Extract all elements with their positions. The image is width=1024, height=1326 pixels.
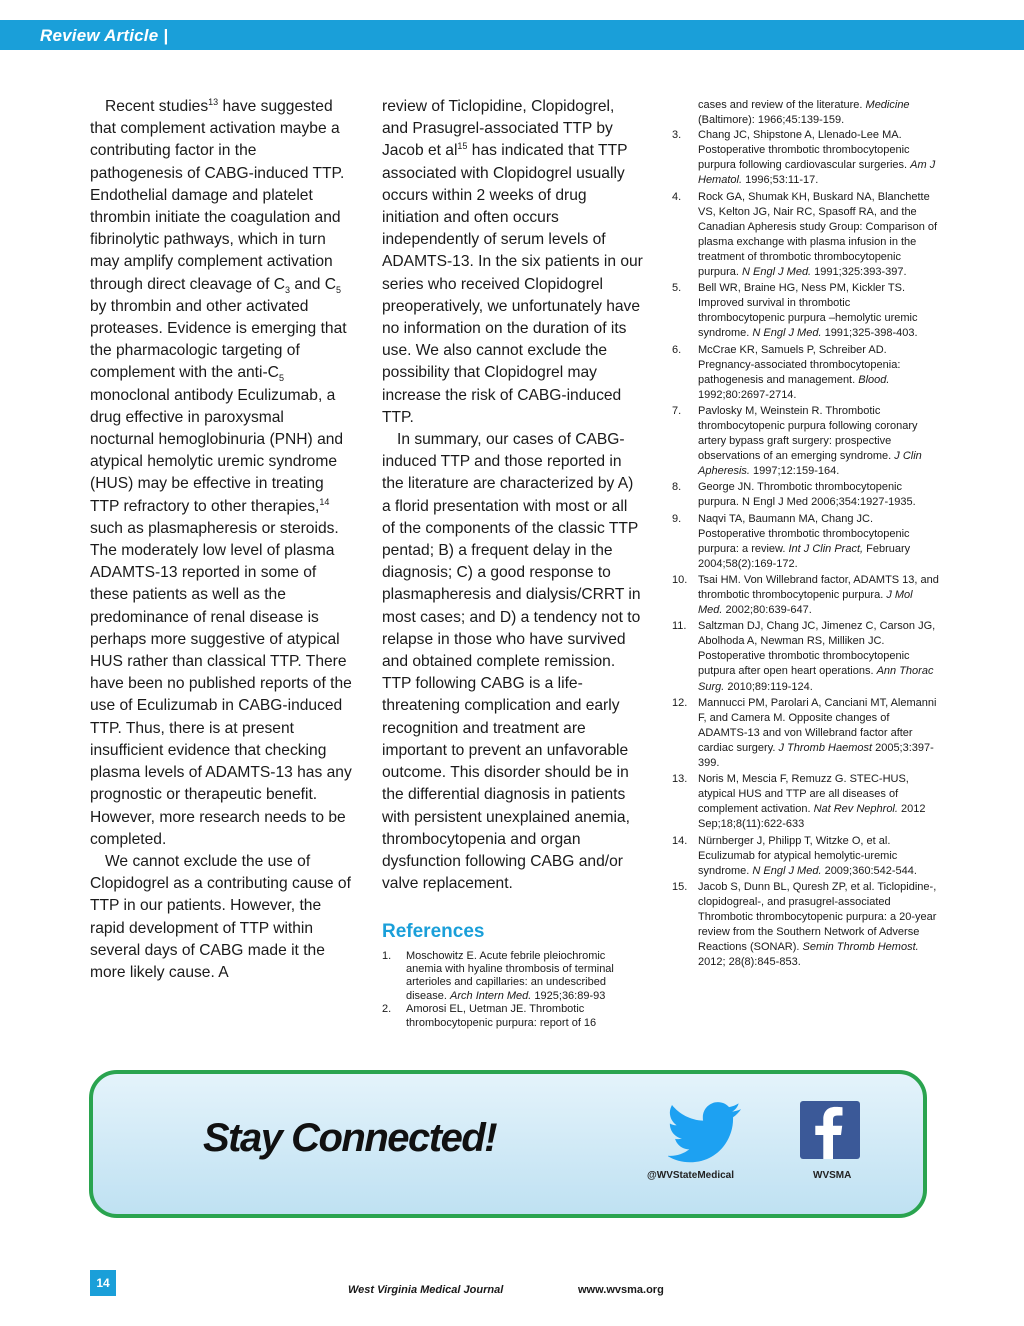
journal-name: West Virginia Medical Journal [348,1284,504,1296]
references-list [382,950,644,1030]
reference-item: 15. Jacob S, Dunn BL, Quresh ZP, et al. Ticlopidine-, clopidogreal-, and prasugrel-associated Thrombotic thrombocytopenic purpura: a 20-year review from the Southern Network of Adverse Reactions (SONAR). Semin Thromb Hemost. 2012; 28(8):845-853. [672,880,937,969]
references-heading: References [382,921,485,943]
reference-item: 8. George JN. Thrombotic thrombocytopenic purpura. N Engl J Med 2006;354:1927-1935. [672,481,916,509]
article-column-1 [90,96,352,984]
paragraph: We cannot exclude the use of Clopidogrel as a contributing cause of TTP in our patients. However, the rapid development of TTP within several days of CABG made it the more likely cause. A [90,852,351,981]
reference-item: 1. Moschowitz E. Acute febrile pleiochromic anemia with hyaline thrombosis of terminal arterioles and capillaries: an undescribed disease. Arch Intern Med. 1925;36:89-93 [382,949,614,1002]
reference-item: 3. Chang JC, Shipstone A, Llenado-Lee MA. Postoperative thrombotic thrombocytopenic purpura following cardiovascular surgeries. Am J Hematol. 1996;53:11-17. [672,129,936,187]
reference-item: 5. Bell WR, Braine HG, Ness PM, Kickler TS. Improved survival in thrombotic thrombocytopenic purpura –hemolytic uremic syndrome. N Engl J Med. 1991;325-398-403. [672,282,918,340]
reference-item: 2. Amorosi EL, Uetman JE. Thrombotic thrombocytopenic purpura: report of 16 [382,1003,597,1029]
facebook-handle[interactable]: WVSMA [813,1170,852,1181]
page-number: 14 [90,1270,116,1296]
website-link[interactable]: www.wvsma.org [578,1284,664,1296]
reference-item: 6. McCrae KR, Samuels P, Schreiber AD. Pregnancy-associated thrombocytopenia: pathogenesis and management. Blood. 1992;80:2697-2714. [672,343,901,401]
reference-item: 7. Pavlosky M, Weinstein R. Thrombotic thrombocytopenic purpura following coronary artery bypass graft surgery: prospective observations of an emerging syndrome. J Clin Apheresis. 1997;12:159-164. [672,404,922,478]
facebook-icon[interactable] [800,1101,860,1159]
reference-item: 14. Nürnberger J, Philipp T, Witzke O, et al. Eculizumab for atypical hemolytic-uremic syndrome. N Engl J Med. 2009;360:542-544. [672,834,917,877]
references-list [672,128,940,970]
article-column-2 [382,96,644,1030]
reference-item: 9. Naqvi TA, Baumann MA, Chang JC. Postoperative thrombotic thrombocytopenic purpura: a review. Int J Clin Pract, February 2004;58(2):169-172. [672,512,911,570]
paragraph: In summary, our cases of CABG-induced TTP and those reported in the literature are characterized by A) a florid presentation with most or all of the components of the classic TTP pentad; B) a frequent delay in the diagnosis; C) a good response to plasmapheresis and dialysis/CRRT in most cases; and D) a tendency not to relapse in those who have survived and obtained complete remission. TTP following CABG is a life-threatening complication and early recognition and treatment are important to prevent an unfavorable outcome. This disorder should be in the differential diagnosis in patients with persistent unexplained anemia, thrombocytopenia and organ dysfunction following CABG and/or valve replacement. [382,431,641,893]
paragraph: Recent studies$^{13}$ have suggested that complement activation maybe a contributing factor in the pathogenesis of CABG-induced TTP. Endothelial damage and platelet thrombin initiate the coagulation and fibrinolytic pathways, which in turn may amplify complement activation through direct cleavage of $C_3$ and $C_5$ by thrombin and other activated proteases. Evidence is emerging that the pharmacologic targeting of complement with the anti-$C_5$ monoclonal antibody Eculizumab, a drug effective in paroxysmal nocturnal hemoglobinuria (PNH) and atypical hemolytic uremic syndrome (HUS) may be effective in treating TTP refractory to other therapies,$^{14}$ such as plasmapheresis or steroids. The moderately low level of plasma ADAMTS-13 reported in some of these patients as well as the predominance of renal disease is perhaps more suggestive of atypical HUS rather than classical TTP. There have been no published reports of the use of Eculizumab in CABG-induced TTP. Thus, there is at present insufficient evidence that checking plasma levels of ADAMTS-13 has any prognostic or therapeutic benefit. However, more research needs to be completed. [90,96,352,848]
reference-item: 10. Tsai HM. Von Willebrand factor, ADAMTS 13, and thrombotic thrombocytopenic purpura. J Mol Med. 2002;80:639-647. [672,573,939,617]
reference-item: 4. Rock GA, Shumak KH, Buskard NA, Blanchette VS, Kelton JG, Nair RC, Spasoff RA, and the Canadian Apheresis study Group: Comparison of plasma exchange with plasma infusion in the treatment of thrombotic thrombocytopenic purpura. N Engl J Med. 1991;325:393-397. [672,190,938,279]
section-header-bar [0,20,1024,50]
reference-item: 11. Saltzman DJ, Chang JC, Jimenez C, Carson JG, Abolhoda A, Newman RS, Milliken JC. Postoperative thrombotic thrombocytopenic putpura after open heart operations. Ann Thorac Surg. 2010;89:119-124. [672,620,936,693]
twitter-handle[interactable]: @WVStateMedical [647,1170,734,1181]
reference-item: 13. Noris M, Mescia F, Remuzz G. STEC-HUS, atypical HUS and TTP are all diseases of complement activation. Nat Rev Nephrol. 2012 Sep;18;8(11):622-633 [672,773,926,831]
paragraph: review of Ticlopidine, Clopidogrel, and Prasugrel-associated TTP by Jacob et $al^{15}$ has indicated that TTP associated with Clopidogrel usually occurs within 2 weeks of drug initiation and often occurs independently of serum levels of ADAMTS-13. In the six patients in our series who received Clopidogrel preoperatively, we unfortunately have no information on the duration of its use. We also cannot exclude the possibility that Clopidogrel may increase the risk of CABG-induced TTP. [382,98,643,426]
section-label: Review Article | [40,26,169,45]
stay-connected-banner [89,1070,927,1218]
reference-continuation: cases and review of the literature. Medicine (Baltimore): 1966;45:139-159. [698,99,910,127]
references-column [672,98,940,971]
reference-item: 12. Mannucci PM, Parolari A, Canciani MT, Alemanni F, and Camera M. Opposite changes of ADAMTS-13 and von Willebrand factor after cardiac surgery. J Thromb Haemost 2005;3:397-399. [672,696,937,770]
stay-connected-title: Stay Connected! [203,1116,497,1160]
twitter-bird-icon[interactable] [668,1102,742,1164]
